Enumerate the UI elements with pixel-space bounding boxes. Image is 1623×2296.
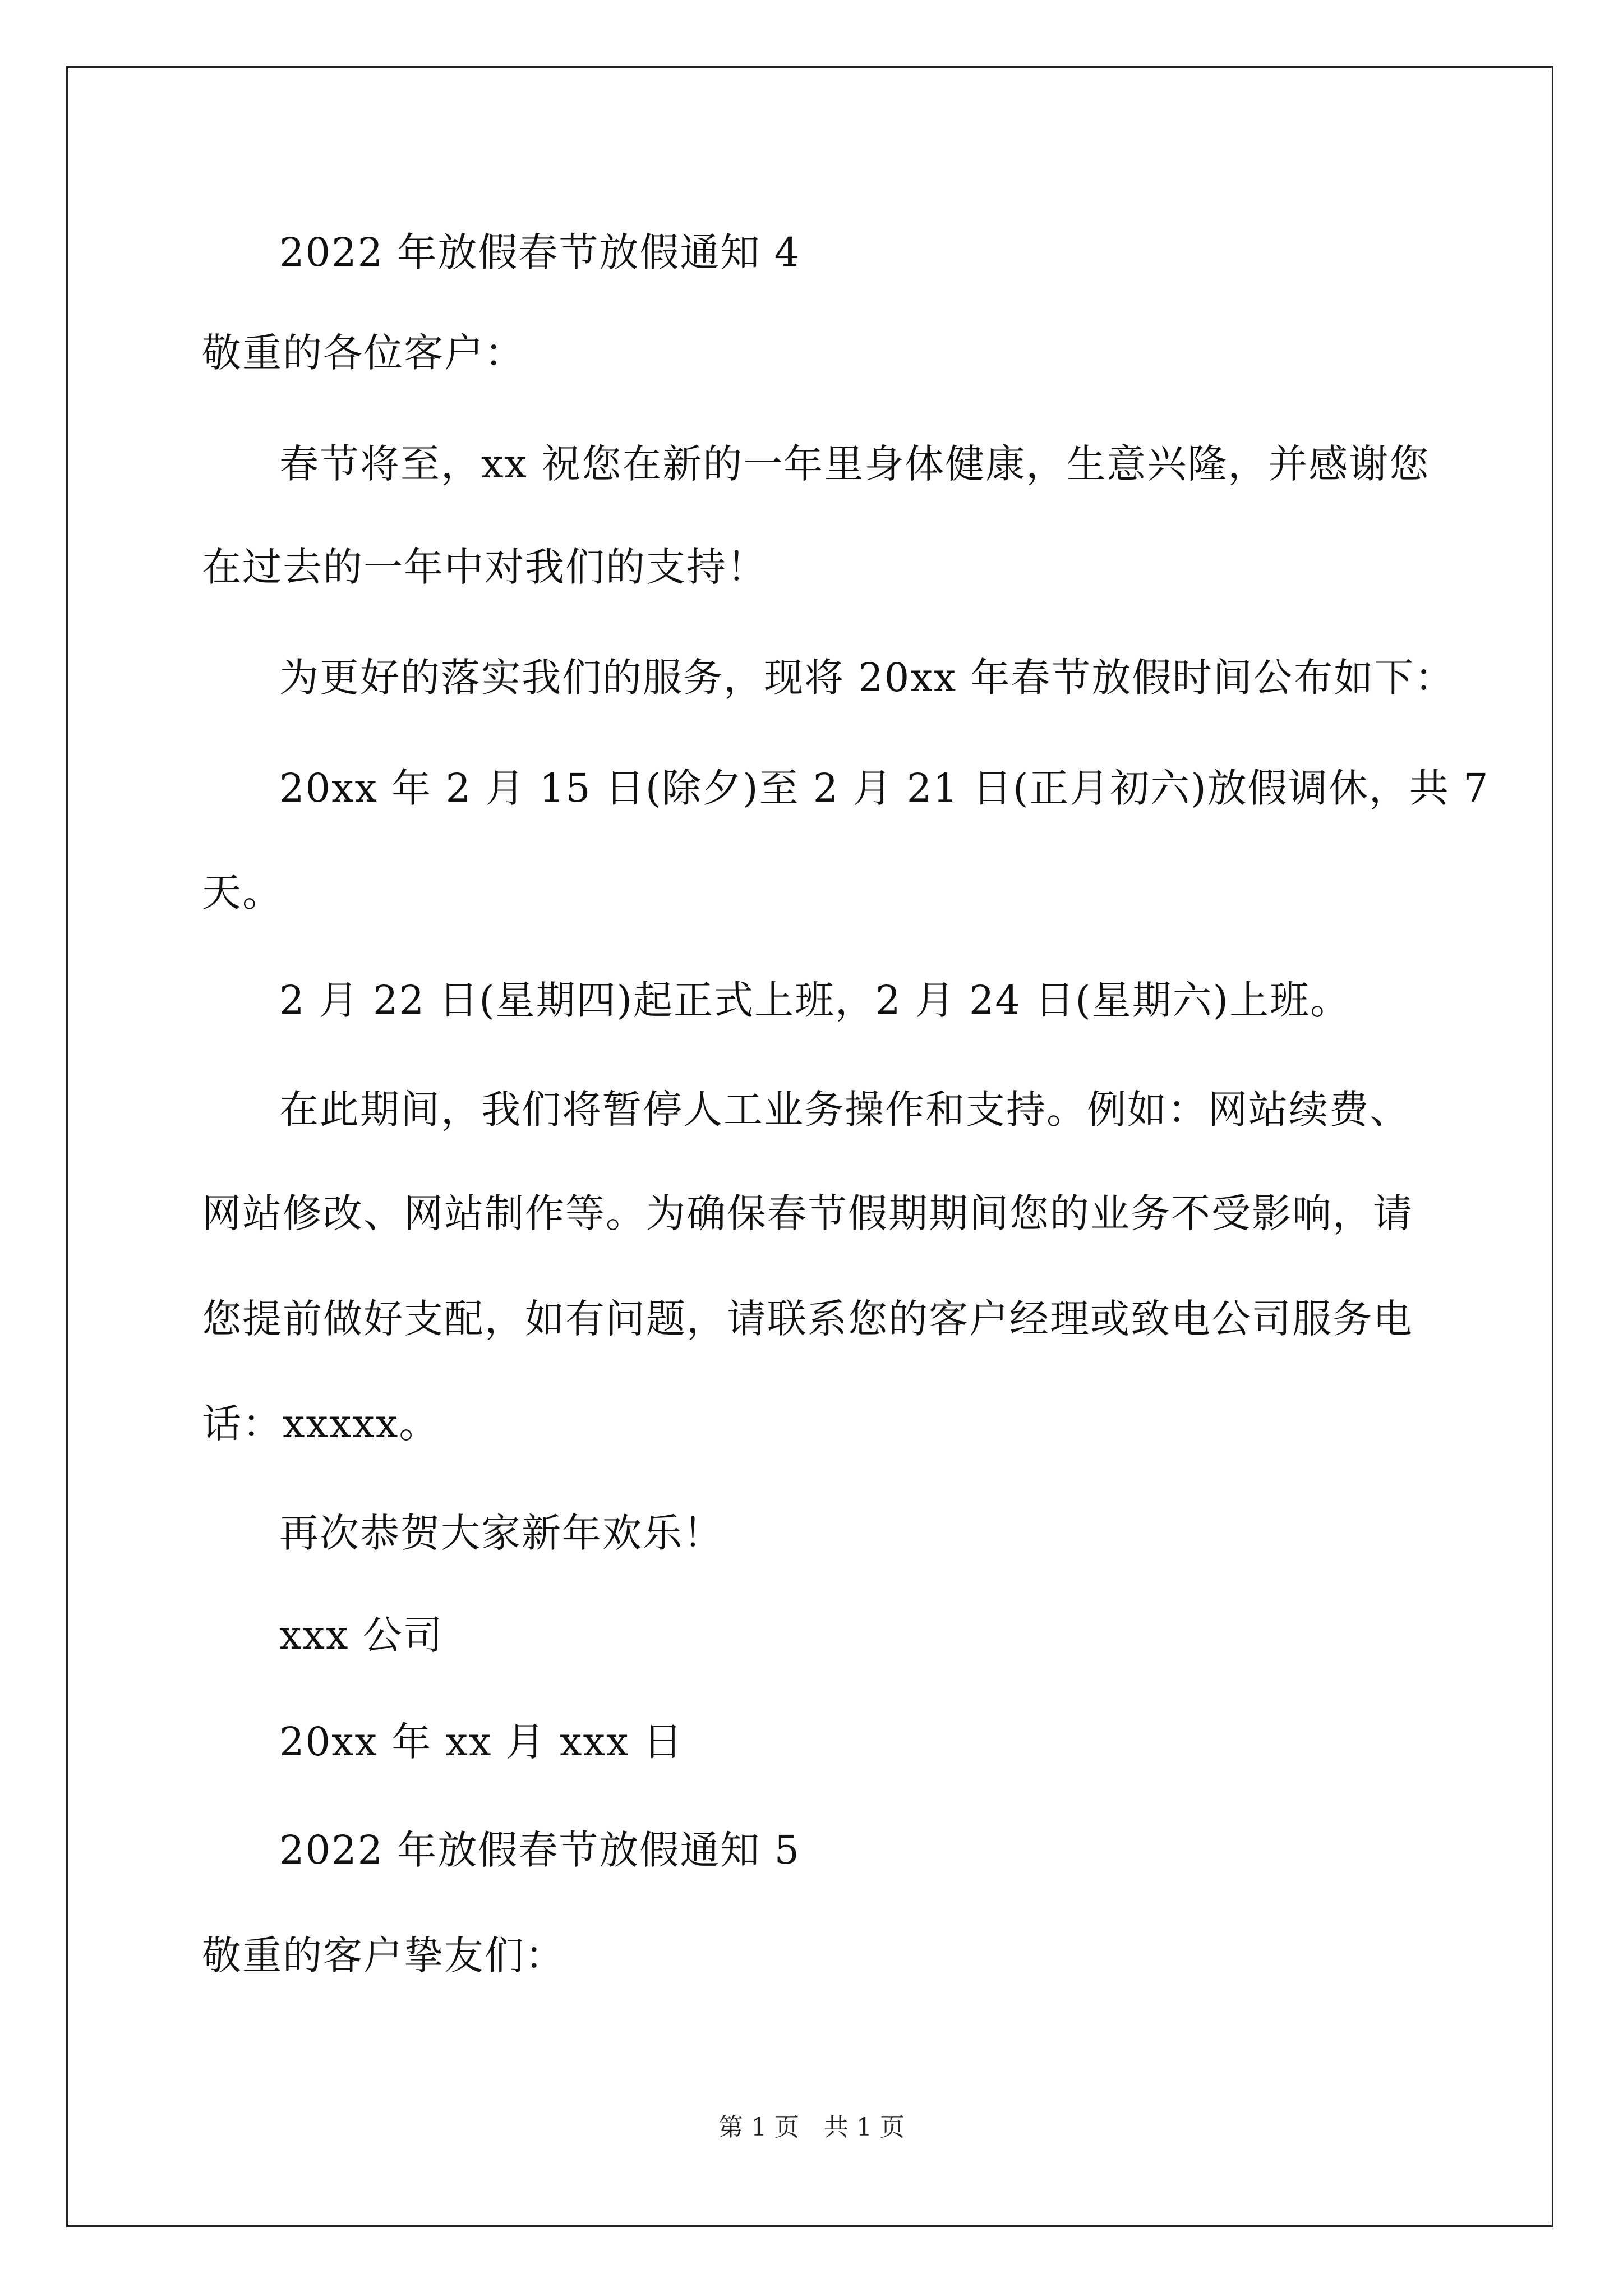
paragraph-line: 天。 xyxy=(202,869,283,915)
paragraph-line: 再次恭贺大家新年欢乐！ xyxy=(279,1510,723,1556)
company-signature: xxx 公司 xyxy=(279,1612,444,1658)
paragraph-line: 在此期间，我们将暂停人工业务操作和支持。例如：网站续费、 xyxy=(279,1087,1410,1133)
salutation: 敬重的各位客户： xyxy=(202,330,525,376)
paragraph-line: 2 月 22 日(星期四)起正式上班，2 月 24 日(星期六)上班。 xyxy=(279,977,1350,1023)
paragraph-line: 20xx 年 2 月 15 日(除夕)至 2 月 21 日(正月初六)放假调休，共 7 xyxy=(279,765,1490,811)
paragraph-line: 为更好的落实我们的服务，现将 20xx 年春节放假时间公布如下： xyxy=(279,655,1455,701)
signature-date: 20xx 年 xx 月 xxx 日 xyxy=(279,1719,684,1765)
paragraph-line: 网站修改、网站制作等。为确保春节假期期间您的业务不受影响，请 xyxy=(202,1190,1413,1236)
paragraph-line: 话：xxxxx。 xyxy=(202,1401,440,1447)
page-footer: 第 1 页 共 1 页 xyxy=(718,2113,905,2142)
paragraph-line: 春节将至，xx 祝您在新的一年里身体健康，生意兴隆，并感谢您 xyxy=(279,441,1430,487)
page-border xyxy=(66,66,1553,2227)
paragraph-line: 在过去的一年中对我们的支持！ xyxy=(202,544,767,590)
salutation: 敬重的客户挚友们： xyxy=(202,1932,565,1978)
paragraph-line: 您提前做好支配，如有问题，请联系您的客户经理或致电公司服务电 xyxy=(202,1296,1413,1342)
notice-title-5: 2022 年放假春节放假通知 5 xyxy=(279,1827,801,1873)
notice-title-4: 2022 年放假春节放假通知 4 xyxy=(279,229,801,275)
